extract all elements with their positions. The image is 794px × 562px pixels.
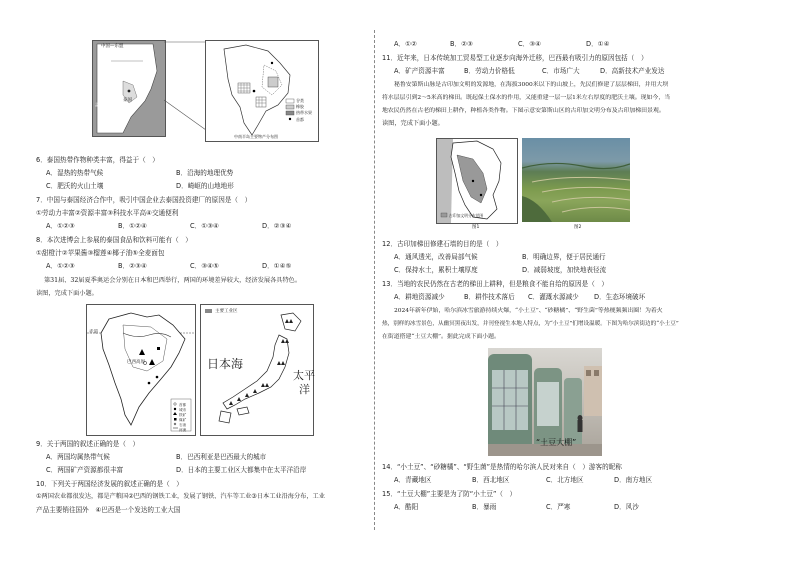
inset-label-bay: 孟加拉湾 — [95, 102, 111, 107]
q8-stem: 8．本次进博会上参展的泰国食品和饮料可能有（ ） — [36, 236, 192, 244]
q14-stem: 14．“小土豆”、“砂糖橘”、“野生菌”是热情的哈尔滨人民对来自（ ）游客的昵称 — [382, 463, 622, 471]
indochina-products-map — [205, 40, 319, 142]
q14-option-d[interactable]: D．南方地区 — [614, 476, 653, 484]
brazil-legend-capital: 首都 — [179, 403, 187, 407]
brazil-legend-oil: 石油 — [179, 423, 187, 427]
pacific-label-1: 太平 — [293, 369, 315, 382]
q11-option-a[interactable]: A．矿产资源丰富 — [394, 67, 445, 75]
q11-stem: 11．近年来，日本传统加工贸易型工业逐步向海外迁移，巴西最有吸引力的原因包括（ ） — [382, 54, 648, 62]
brazil-legend-iron: 铁矿 — [179, 413, 187, 417]
japan-map — [200, 304, 314, 436]
q10-option-a[interactable]: A．①② — [394, 40, 417, 48]
q15-stem: 15．“土豆大棚”主要是为了防“小土豆”（ ） — [382, 490, 517, 498]
q15-option-b[interactable]: B．暴雨 — [472, 503, 497, 511]
q9-option-b[interactable]: B．巴西利亚是巴西最大的城市 — [176, 453, 267, 461]
brazil-legend-city: 城市 — [179, 408, 187, 412]
fig3-caption-1: 图1 — [472, 225, 480, 230]
greenhouse-label: “土豆大棚” — [536, 438, 577, 447]
brazil-legend-coal: 煤矿 — [179, 418, 187, 422]
intro3-line1: 秘鲁安第斯山脉是古印加文明的发源地，在海拔3000米以下的山坡上，先民们修建了层层梯田，并用大坝 — [394, 82, 669, 88]
q15-option-d[interactable]: D．风沙 — [614, 503, 639, 511]
japan-legend-industry: 主要工业区 — [215, 309, 238, 314]
q12-option-a[interactable]: A．通风透光，改善局部气候 — [394, 253, 478, 261]
q14-option-b[interactable]: B．西北地区 — [472, 476, 510, 484]
intro4-line2: 热，别样的冰雪景色，从幽冥黑夜出发，并刊登视生本地人特点，为“小土豆”们增设温暖。下图为哈尔滨街边的“小土豆” — [382, 321, 679, 327]
q10-option-b[interactable]: B．②③ — [450, 40, 473, 48]
legend-grain: 谷类 — [296, 98, 304, 103]
brazil-equator-label: 赤道 — [89, 330, 98, 335]
intro3-line3: 地农民仍然在古老的梯田上耕作，种植各类作物。下图示意安第斯山区的古印加文明分布及古印加梯田景观。 — [382, 108, 665, 114]
q10-items-line1: ①两国农业都很发达，都是产粮国②巴西的钢铁工业，发展了钢铁、汽车等工业③日本工业沿海分布，工业 — [36, 493, 325, 500]
legend-capital: 首都 — [296, 117, 304, 122]
inset-map-shape — [93, 41, 165, 136]
intro3-line4: 读图，完成下面小题。 — [382, 120, 444, 127]
q8-option-c[interactable]: C．③④⑤ — [190, 262, 219, 270]
q9-option-c[interactable]: C．两国矿产资源都很丰富 — [46, 466, 124, 474]
inset-label-thailand: 泰国 — [123, 98, 132, 103]
inca-map-legend: 古印加文明分布范围 — [449, 213, 484, 218]
peru-map-shape — [437, 139, 517, 223]
q8-option-d[interactable]: D．①④⑤ — [262, 262, 292, 270]
q10-stem: 10．下列关于两国经济发展的叙述正确的是（ ） — [36, 480, 183, 488]
q10-items-line2: 产品主要销往国外 ④巴西是一个发达的工业大国 — [36, 506, 181, 514]
q7-option-d[interactable]: D．②③④ — [262, 222, 292, 230]
q10-option-d[interactable]: D．①④ — [586, 40, 610, 48]
q13-stem: 13．当地的农民仍然在古老的梯田上耕种，但是粮食不能自给的原因是（ ） — [382, 280, 608, 288]
left-column — [0, 0, 388, 562]
q11-option-d[interactable]: D．高新技术产业发达 — [600, 67, 665, 75]
q7-option-b[interactable]: B．①②④ — [118, 222, 147, 230]
q11-option-c[interactable]: C．市场广大 — [542, 67, 580, 75]
brazil-plateau-label: 巴西高原 — [127, 360, 145, 365]
right-column — [382, 0, 794, 562]
q13-option-c[interactable]: C．灌溉水源减少 — [528, 293, 579, 301]
intro4-line1: 2024年新年伊始，哈尔滨冰雪旅游持续火爆，“小土豆”、“砂糖橘”、“野生菌”等热梗频频出圈！为着火 — [394, 308, 663, 314]
q14-option-c[interactable]: C．北方地区 — [546, 476, 584, 484]
q8-option-a[interactable]: A．①②③ — [46, 262, 75, 270]
intro4-line3: 在街道搭建“土豆大棚”。据此完成下面小题。 — [382, 334, 500, 340]
q6-option-c[interactable]: C．肥沃的火山土壤 — [46, 182, 104, 190]
fig1-caption: 中南半岛主要物产分布图 — [234, 134, 278, 139]
q6-option-b[interactable]: B．沿海的地理优势 — [176, 169, 234, 177]
q15-option-a[interactable]: A．酷阳 — [394, 503, 419, 511]
q12-option-c[interactable]: C．保持水土，累积土壤厚度 — [394, 266, 478, 274]
inca-terraces-photo — [522, 138, 630, 222]
q9-option-d[interactable]: D．日本的主要工业区大都集中在太平洋沿岸 — [176, 466, 307, 474]
q15-option-c[interactable]: C．严寒 — [546, 503, 571, 511]
q9-stem: 9．关于两国的叙述正确的是（ ） — [36, 440, 140, 448]
brazil-map — [86, 304, 196, 436]
intro3-line2: 将水层层引到2～5米高的梯田。既起保土保水的作用，又能重建一层一层1米左右厚度的肥沃土壤。现如今，当 — [382, 95, 671, 101]
q7-option-c[interactable]: C．①③④ — [190, 222, 219, 230]
q13-option-b[interactable]: B．耕作技术落后 — [464, 293, 515, 301]
inca-distribution-map — [436, 138, 518, 224]
pacific-label-2: 洋 — [299, 383, 310, 396]
q13-option-a[interactable]: A．耕地资源减少 — [394, 293, 445, 301]
q12-option-d[interactable]: D．减弱坡度，加快地表径流 — [522, 266, 607, 274]
q8-option-b[interactable]: B．②③④ — [118, 262, 147, 270]
q13-option-d[interactable]: D．生态环境破坏 — [594, 293, 646, 301]
thailand-inset-map — [92, 40, 166, 137]
q7-option-a[interactable]: A．①②③ — [46, 222, 75, 230]
q6-stem: 6．泰国热带作物种类丰富，得益于（ ） — [36, 156, 159, 164]
indochina-map-shape — [206, 41, 318, 141]
terraces-drawing — [522, 138, 630, 222]
q9-option-a[interactable]: A．两国均属热带气候 — [46, 453, 110, 461]
intro2-line2: 读图，完成下面小题。 — [36, 290, 98, 297]
q7-items: ①劳动力丰富②资源丰富③科技水平高④交通便利 — [36, 209, 179, 217]
q10-option-c[interactable]: C．③④ — [518, 40, 542, 48]
q12-stem: 12．古印加梯田修建石墙的目的是（ ） — [382, 240, 503, 248]
q6-option-d[interactable]: D．崎岖的山地地形 — [176, 182, 234, 190]
fig3-caption-2: 图2 — [574, 225, 582, 230]
q14-option-a[interactable]: A．青藏地区 — [394, 476, 432, 484]
legend-rubber: 橡胶 — [296, 104, 304, 109]
q6-option-a[interactable]: A．湿热的热带气候 — [46, 169, 104, 177]
inset-label-1: 中国—东盟 — [101, 44, 124, 49]
sea-of-japan-label: 日本海 — [207, 357, 244, 371]
q12-option-b[interactable]: B．明确边界，便于居民通行 — [522, 253, 606, 261]
potato-greenhouse-photo — [488, 348, 602, 456]
intro2-line1: 第31届、32届夏季奥运会分别在日本和巴西举行，两国的环境差异较大，经济发展各具特色。 — [44, 277, 302, 284]
q7-stem: 7．中国与泰国经济合作中，吸引中国企业去泰国投资建厂的原因是（ ） — [36, 196, 252, 204]
brazil-legend-river: 河流 — [179, 428, 187, 432]
legend-fruit: 热带水果 — [296, 110, 312, 115]
q8-items: ①甜橙汁②苹果酱③榴莲④椰子油⑤全麦面包 — [36, 249, 165, 257]
q11-option-b[interactable]: B．劳动力价格低 — [464, 67, 515, 75]
